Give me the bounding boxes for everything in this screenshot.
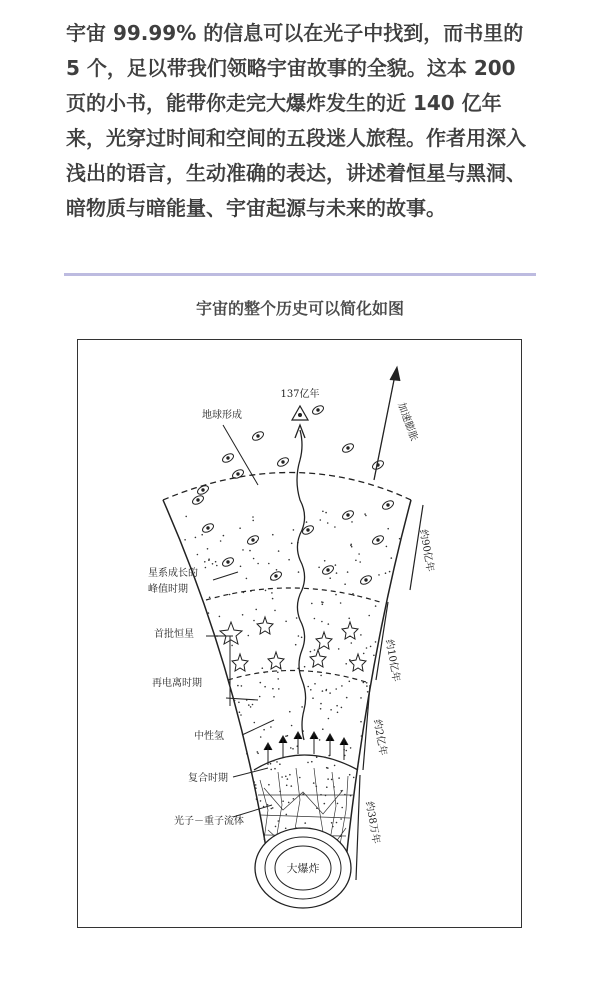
- time-380k-label: 约38万年: [363, 800, 382, 845]
- expansion-label: 加速膨胀: [395, 401, 420, 443]
- universe-history-diagram: [78, 340, 523, 929]
- light-wave: [297, 430, 306, 740]
- neutral-hydrogen-label: 中性氢: [194, 731, 224, 742]
- first-stars: [220, 617, 366, 671]
- expansion-arrow: [374, 370, 396, 480]
- first-stars-label: 首批恒星: [154, 629, 194, 640]
- big-bang-core: [255, 828, 351, 908]
- big-bang-label: 大爆炸: [286, 862, 320, 875]
- time-1b-label: 约10亿年: [383, 638, 402, 683]
- figure-caption: 宇宙的整个历史可以简化如图: [195, 299, 404, 318]
- photon-baryon-label: 光子－重子流体: [174, 816, 244, 827]
- time-9b-label: 约90亿年: [417, 528, 436, 573]
- time-200m-label: 约2亿年: [371, 718, 389, 757]
- arc-380k: [254, 755, 358, 770]
- divider-line: [64, 273, 536, 276]
- earth-formation-label: 地球形成: [202, 410, 242, 421]
- arc-200m: [228, 670, 366, 682]
- reionization-label: 再电离时期: [152, 678, 202, 689]
- galaxy-peak-label-2: 峰值时期: [148, 584, 188, 595]
- universe-history-figure: [77, 339, 522, 928]
- top-label: 137亿年: [280, 389, 320, 400]
- galaxies: [191, 404, 395, 586]
- intro-paragraph: 宇宙 99.99% 的信息可以在光子中找到，而书里的 5 个，足以带我们领略宇宙故事的全貌。这本 200 页的小书，能带你走完大爆炸发生的近 140 亿年来，光穿过时间和空间的五段迷人旅程。作者用深入浅出的语言，生动准确的表达，讲述着恒星与黑洞、暗物质与暗能量、宇宙起源与未来的故事。: [66, 21, 526, 220]
- recombination-label: 复合时期: [188, 773, 228, 784]
- galaxy-peak-label-1: 星系成长的: [148, 568, 198, 579]
- time-brackets: [356, 505, 423, 880]
